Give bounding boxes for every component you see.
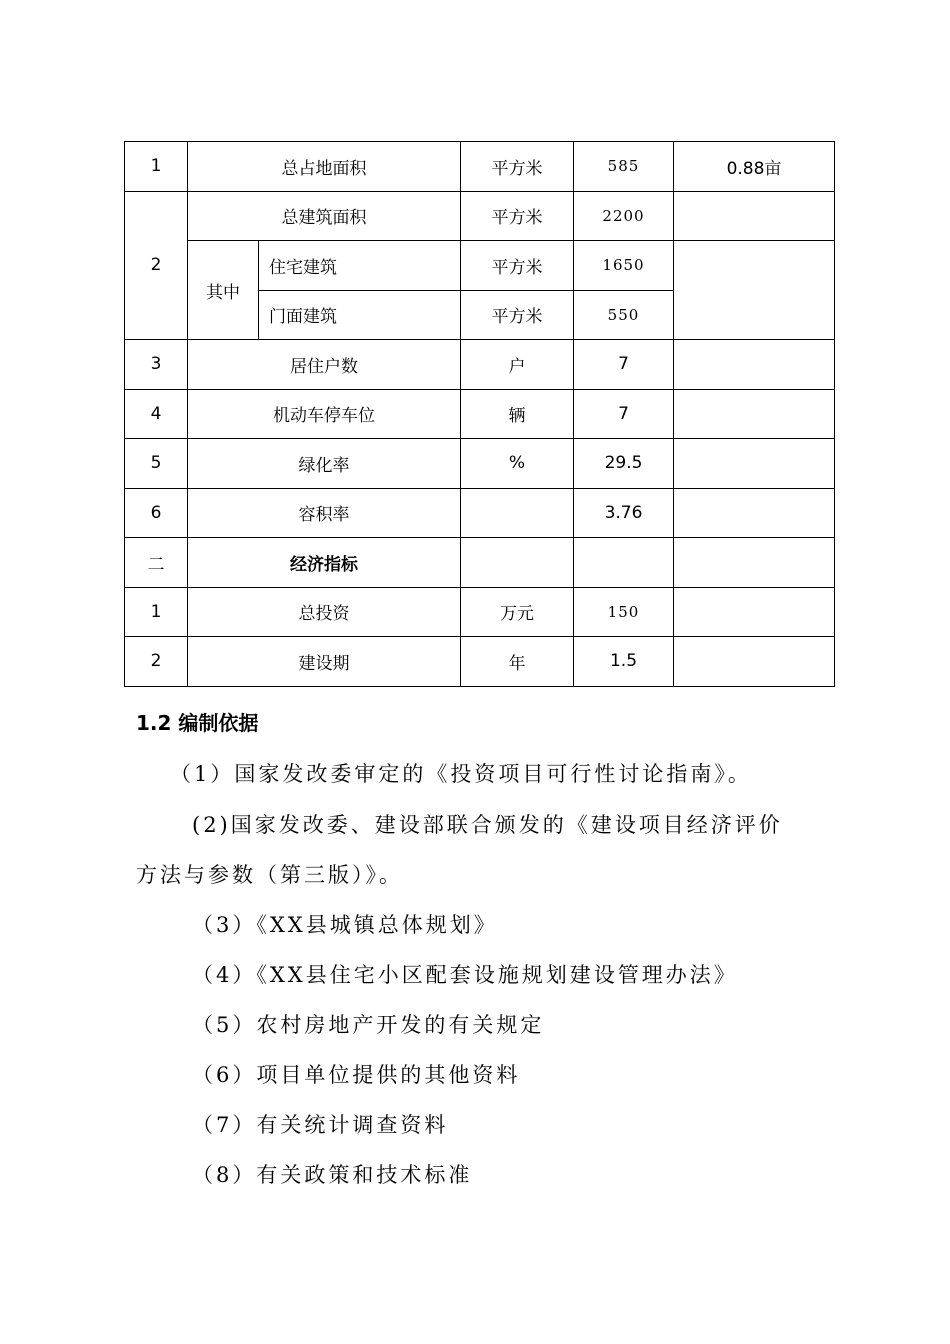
indicator-name: 建设期 bbox=[188, 637, 461, 687]
indicator-unit: 平方米 bbox=[461, 290, 574, 340]
indicator-note bbox=[674, 488, 835, 538]
section-heading: 1.2 编制依据 bbox=[136, 711, 259, 735]
table-row bbox=[125, 538, 835, 588]
table-row bbox=[125, 488, 835, 538]
sub-group-label: 其中 bbox=[188, 241, 259, 340]
indicator-note bbox=[674, 340, 835, 390]
table-row bbox=[125, 637, 835, 687]
indicator-value: 1.5 bbox=[574, 637, 674, 687]
row-number: 6 bbox=[125, 488, 188, 538]
table-row bbox=[125, 587, 835, 637]
row-number: 1 bbox=[125, 587, 188, 637]
indicator-unit: 平方米 bbox=[461, 142, 574, 192]
basis-item: （5）农村房地产开发的有关规定 bbox=[192, 1013, 545, 1037]
indicator-unit: 户 bbox=[461, 340, 574, 390]
indicator-note bbox=[674, 241, 835, 340]
indicator-value: 3.76 bbox=[574, 488, 674, 538]
basis-item-continuation: 方法与参数（第三版）》。 bbox=[136, 863, 403, 887]
indicator-value: 585 bbox=[574, 142, 674, 192]
indicator-value: 7 bbox=[574, 340, 674, 390]
indicator-name: 门面建筑 bbox=[259, 290, 461, 340]
table-row bbox=[125, 340, 835, 390]
basis-item: （4）《XX县住宅小区配套设施规划建设管理办法》 bbox=[192, 963, 738, 987]
indicator-unit: 万元 bbox=[461, 587, 574, 637]
indicator-name: 总建筑面积 bbox=[188, 191, 461, 241]
table-row bbox=[125, 191, 835, 241]
indicator-note bbox=[674, 587, 835, 637]
row-number: 2 bbox=[125, 637, 188, 687]
indicator-note bbox=[674, 389, 835, 439]
indicator-unit bbox=[461, 538, 574, 588]
indicator-name: 容积率 bbox=[188, 488, 461, 538]
indicator-unit bbox=[461, 488, 574, 538]
indicator-note bbox=[674, 538, 835, 588]
indicator-note bbox=[674, 637, 835, 687]
indicator-value bbox=[574, 538, 674, 588]
indicator-value: 29.5 bbox=[574, 439, 674, 489]
indicator-name: 住宅建筑 bbox=[259, 241, 461, 291]
indicator-name: 机动车停车位 bbox=[188, 389, 461, 439]
basis-item: （6）项目单位提供的其他资料 bbox=[192, 1063, 521, 1087]
indicator-value: 7 bbox=[574, 389, 674, 439]
indicator-unit: % bbox=[461, 439, 574, 489]
indicator-note: 0.88亩 bbox=[674, 142, 835, 192]
indicator-value: 1650 bbox=[574, 241, 674, 291]
indicator-unit: 年 bbox=[461, 637, 574, 687]
table-row bbox=[125, 142, 835, 192]
row-number: 4 bbox=[125, 389, 188, 439]
indicator-name: 居住户数 bbox=[188, 340, 461, 390]
row-number: 1 bbox=[125, 142, 188, 192]
table-row bbox=[125, 241, 835, 291]
row-number: 3 bbox=[125, 340, 188, 390]
row-number: 2 bbox=[125, 191, 188, 340]
indicator-value: 550 bbox=[574, 290, 674, 340]
indicator-name: 经济指标 bbox=[188, 538, 461, 588]
table-row bbox=[125, 439, 835, 489]
basis-item: (2)国家发改委、建设部联合颁发的《建设项目经济评价 bbox=[192, 813, 783, 837]
indicator-value: 150 bbox=[574, 587, 674, 637]
basis-item: （1）国家发改委审定的《投资项目可行性讨论指南》。 bbox=[170, 762, 752, 786]
basis-item: （3）《XX县城镇总体规划》 bbox=[192, 913, 498, 937]
indicator-name: 总占地面积 bbox=[188, 142, 461, 192]
indicator-table bbox=[124, 141, 835, 687]
table-row bbox=[125, 389, 835, 439]
indicator-note bbox=[674, 439, 835, 489]
row-number: 二 bbox=[125, 538, 188, 588]
indicator-name: 绿化率 bbox=[188, 439, 461, 489]
basis-item: （8）有关政策和技术标准 bbox=[192, 1163, 473, 1187]
indicator-name: 总投资 bbox=[188, 587, 461, 637]
indicator-unit: 平方米 bbox=[461, 241, 574, 291]
indicator-unit: 平方米 bbox=[461, 191, 574, 241]
basis-item: （7）有关统计调查资料 bbox=[192, 1113, 449, 1137]
indicator-value: 2200 bbox=[574, 191, 674, 241]
indicator-note bbox=[674, 191, 835, 241]
indicator-unit: 辆 bbox=[461, 389, 574, 439]
row-number: 5 bbox=[125, 439, 188, 489]
